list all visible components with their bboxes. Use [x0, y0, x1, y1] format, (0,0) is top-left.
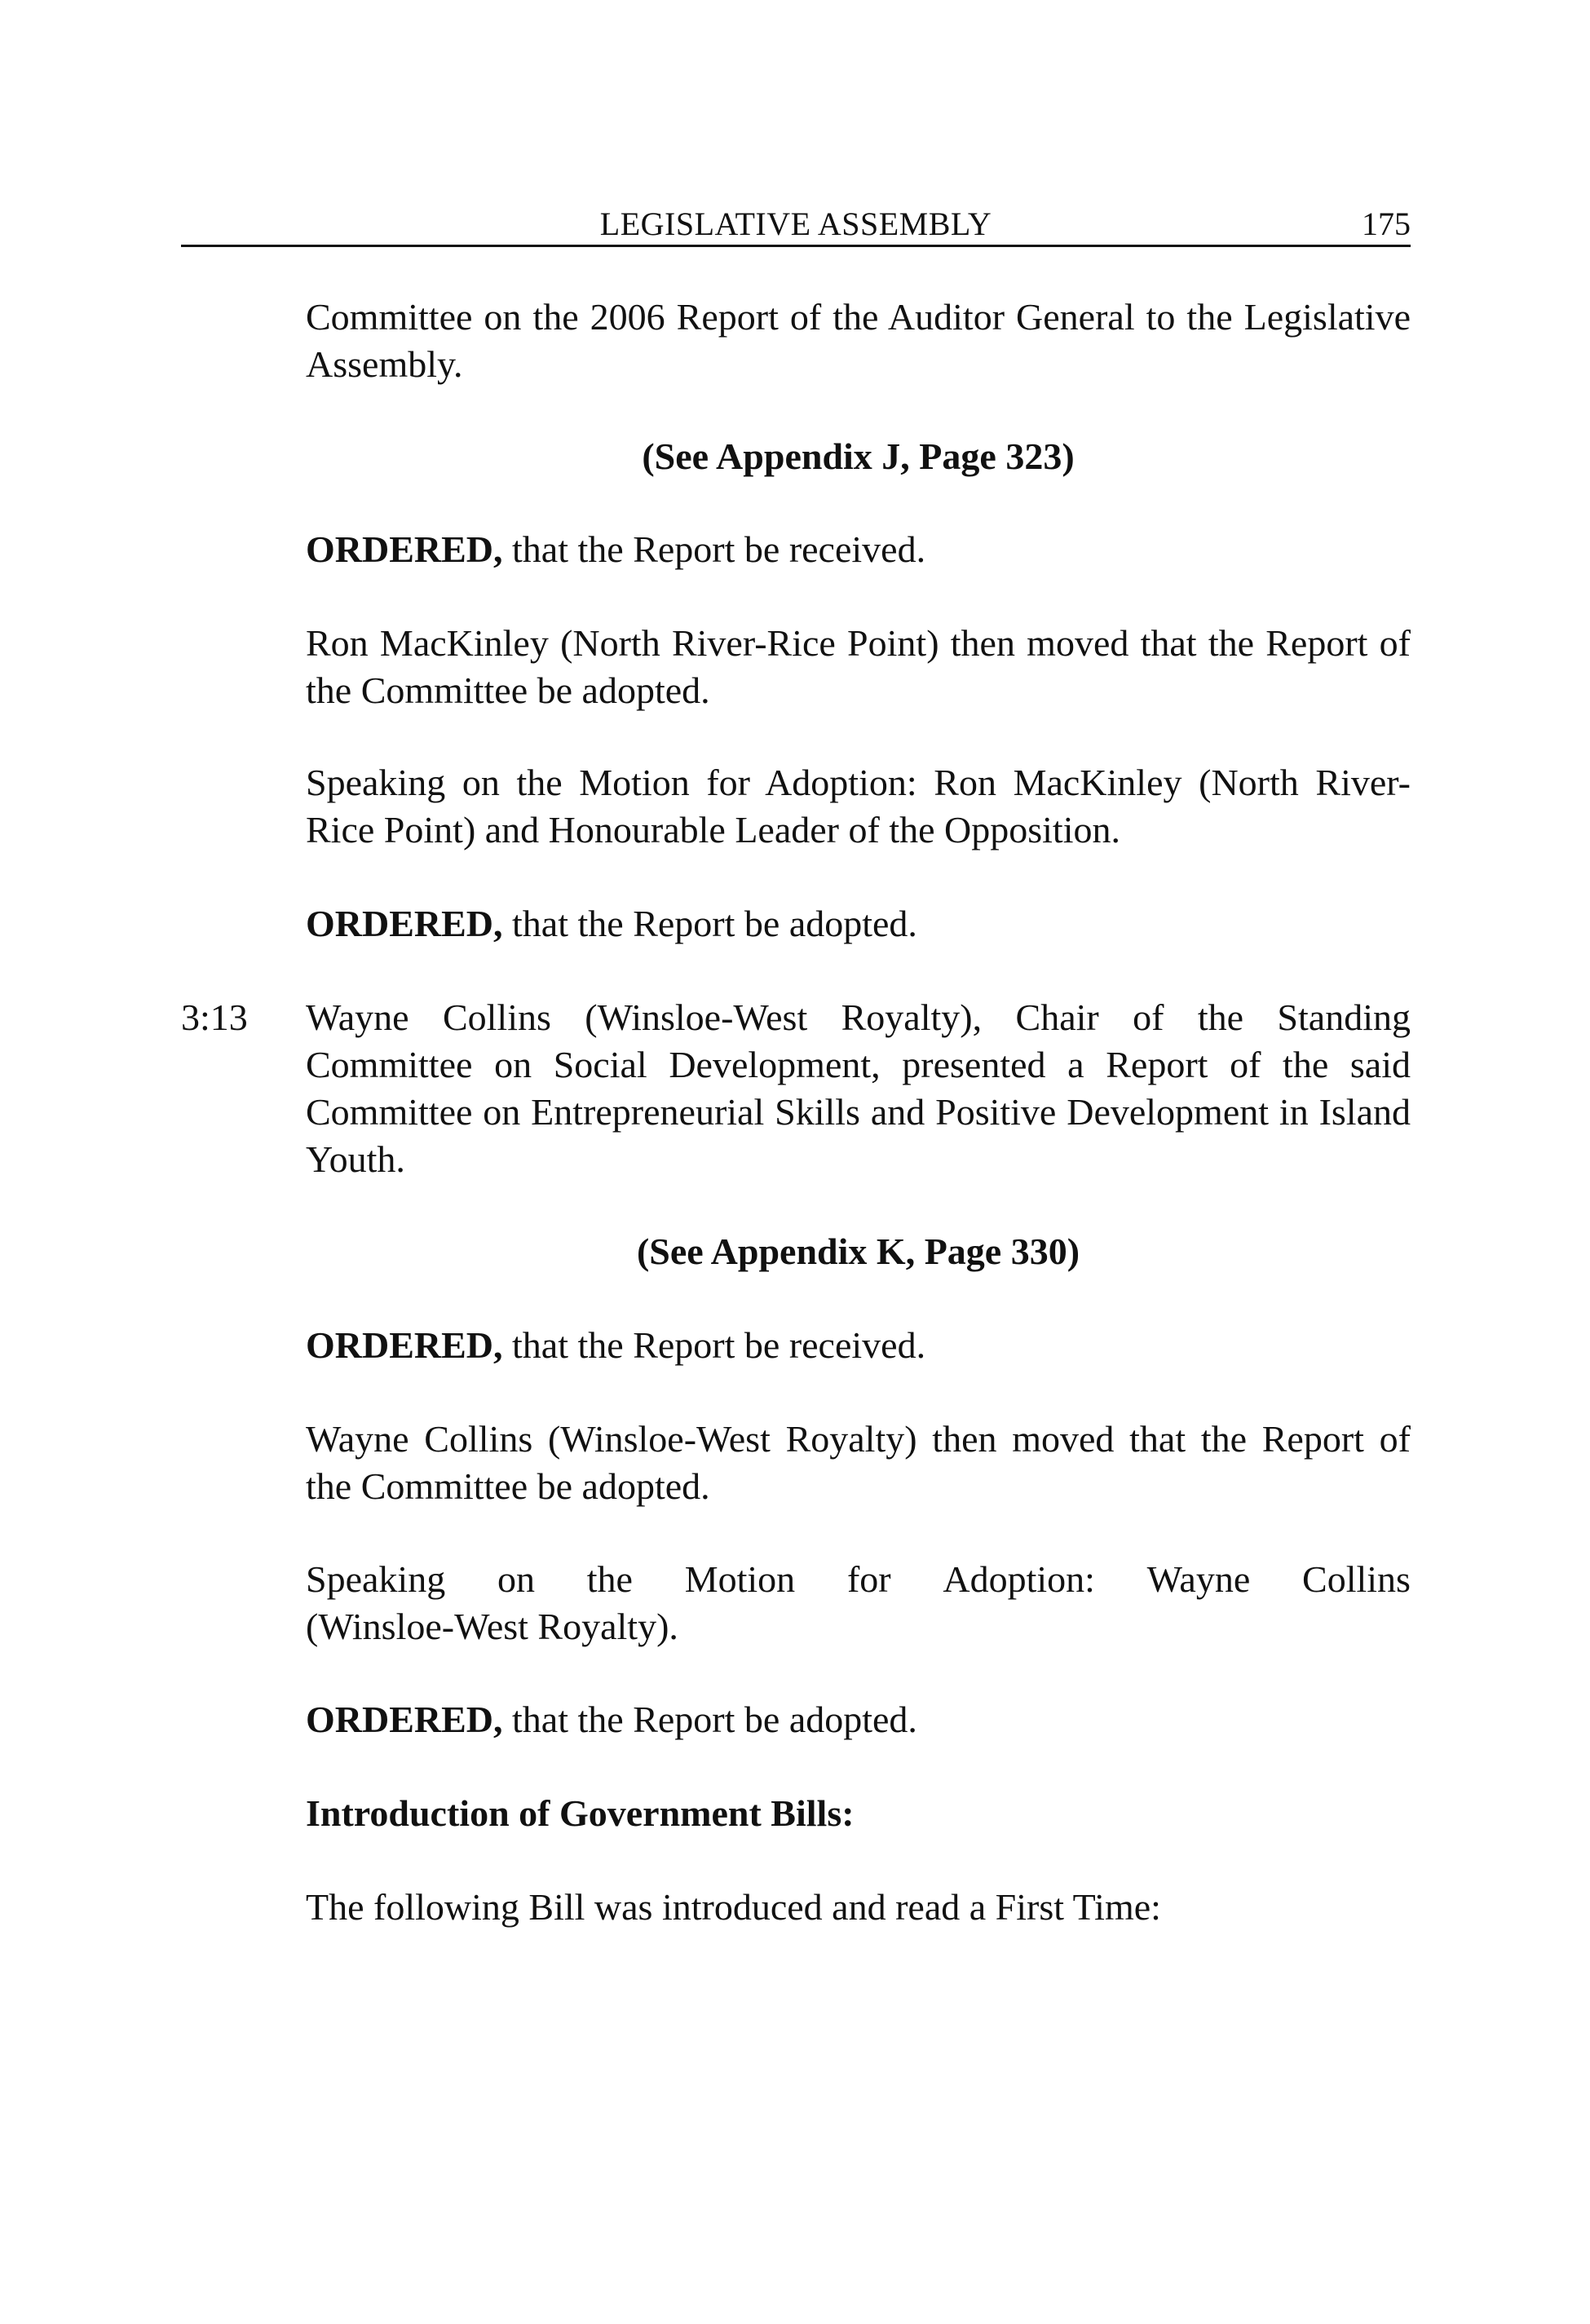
- ordered-adopted-2: [306, 1696, 1411, 1743]
- word: Wayne: [1146, 1558, 1251, 1600]
- ordered-text: that the Report be adopted.: [502, 903, 917, 944]
- ordered-adopted-1: [306, 900, 1411, 948]
- paragraph-committee-report: Committee on the 2006 Report of the Auditor General to the Legislative Assembly.: [306, 296, 1411, 385]
- speaking-line-2: (Winsloe-West Royalty).: [306, 1606, 678, 1647]
- paragraph-speaking-1: Speaking on the Motion for Adoption: Ron MacKinley (North River-Rice Point) and Honourable Leader of the Opposition.: [306, 762, 1411, 851]
- word: for: [846, 1558, 891, 1600]
- paragraph-moved-1: Ron MacKinley (North River-Rice Point) then moved that the Report of the Committee be adopted.: [306, 622, 1411, 711]
- speaking-line-1: [306, 1556, 1411, 1603]
- ordered-label: ORDERED,: [306, 1324, 503, 1366]
- ordered-received-2: [306, 1322, 1411, 1369]
- item-number: 3:13: [181, 996, 248, 1038]
- ordered-text: that the Report be received.: [502, 1324, 926, 1366]
- page-number: 175: [1362, 205, 1411, 242]
- word: Collins: [1302, 1558, 1411, 1600]
- page-header: [181, 204, 1411, 247]
- word: the: [586, 1558, 633, 1600]
- word: Speaking: [306, 1558, 446, 1600]
- running-title: LEGISLATIVE ASSEMBLY: [599, 205, 992, 242]
- ordered-label: ORDERED,: [306, 1699, 503, 1740]
- word: Adoption:: [943, 1558, 1095, 1600]
- ordered-received-1: [306, 526, 1411, 573]
- word: Motion: [684, 1558, 796, 1600]
- paragraph-item-313: Wayne Collins (Winsloe-West Royalty), Chair of the Standing Committee on Social Development, presented a Report of the said Committee on Entrepreneurial Skills and Positive Development in Island Youth.: [306, 996, 1411, 1180]
- ordered-text: that the Report be received.: [502, 528, 926, 570]
- appendix-j-reference: (See Appendix J, Page 323): [642, 435, 1075, 477]
- appendix-k-reference: (See Appendix K, Page 330): [636, 1230, 1080, 1272]
- word: on: [497, 1558, 535, 1600]
- section-heading: Introduction of Government Bills:: [306, 1792, 855, 1834]
- ordered-label: ORDERED,: [306, 903, 503, 944]
- paragraph-speaking-2: [306, 1556, 1411, 1650]
- ordered-text: that the Report be adopted.: [502, 1699, 917, 1740]
- ordered-label: ORDERED,: [306, 528, 503, 570]
- paragraph-moved-2: Wayne Collins (Winsloe-West Royalty) then moved that the Report of the Committee be adopted.: [306, 1418, 1411, 1507]
- paragraph-following-bill: The following Bill was introduced and read a First Time:: [306, 1886, 1161, 1928]
